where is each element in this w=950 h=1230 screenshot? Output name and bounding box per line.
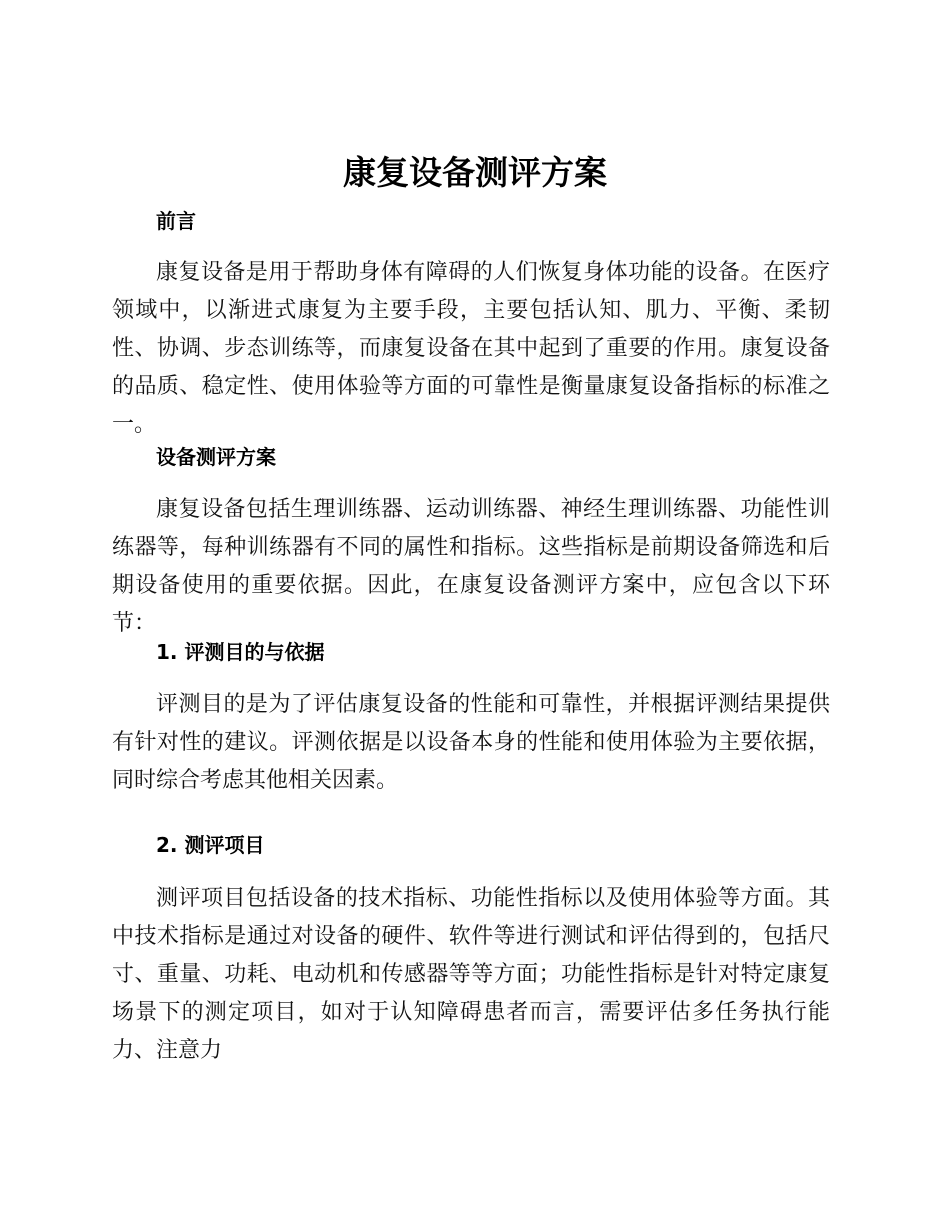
- section-paragraph-preface: 康复设备是用于帮助身体有障碍的人们恢复身体功能的设备。在医疗领域中，以渐进式康复为主要手段，主要包括认知、肌力、平衡、柔韧性、协调、步态训练等，而康复设备在其中起到了重要的作用。康复设备的品质、稳定性、使用体验等方面的可靠性是衡量康复设备指标的标准之一。: [112, 260, 830, 437]
- section-heading-evaluation-items: 2. 测评项目: [156, 833, 265, 857]
- section-paragraph-evaluation-plan: 康复设备包括生理训练器、运动训练器、神经生理训练器、功能性训练器等，每种训练器有不同的属性和指标。这些指标是前期设备筛选和后期设备使用的重要依据。因此，在康复设备测评方案中，应包含以下环节：: [112, 497, 830, 636]
- section-heading-preface: 前言: [156, 209, 196, 233]
- section-heading-evaluation-plan: 设备测评方案: [156, 445, 276, 469]
- document-title: 康复设备测评方案: [343, 153, 607, 192]
- section-paragraph-purpose-basis: 评测目的是为了评估康复设备的性能和可靠性，并根据评测结果提供有针对性的建议。评测依据是以设备本身的性能和使用体验为主要依据，同时综合考虑其他相关因素。: [112, 692, 830, 793]
- section-paragraph-evaluation-items: 测评项目包括设备的技术指标、功能性指标以及使用体验等方面。其中技术指标是通过对设备的硬件、软件等进行测试和评估得到的，包括尺寸、重量、功耗、电动机和传感器等等方面；功能性指标是针对特定康复场景下的测定项目，如对于认知障碍患者而言，需要评估多任务执行能力、注意力: [112, 886, 830, 1063]
- section-heading-purpose-basis: 1. 评测目的与依据: [156, 640, 325, 664]
